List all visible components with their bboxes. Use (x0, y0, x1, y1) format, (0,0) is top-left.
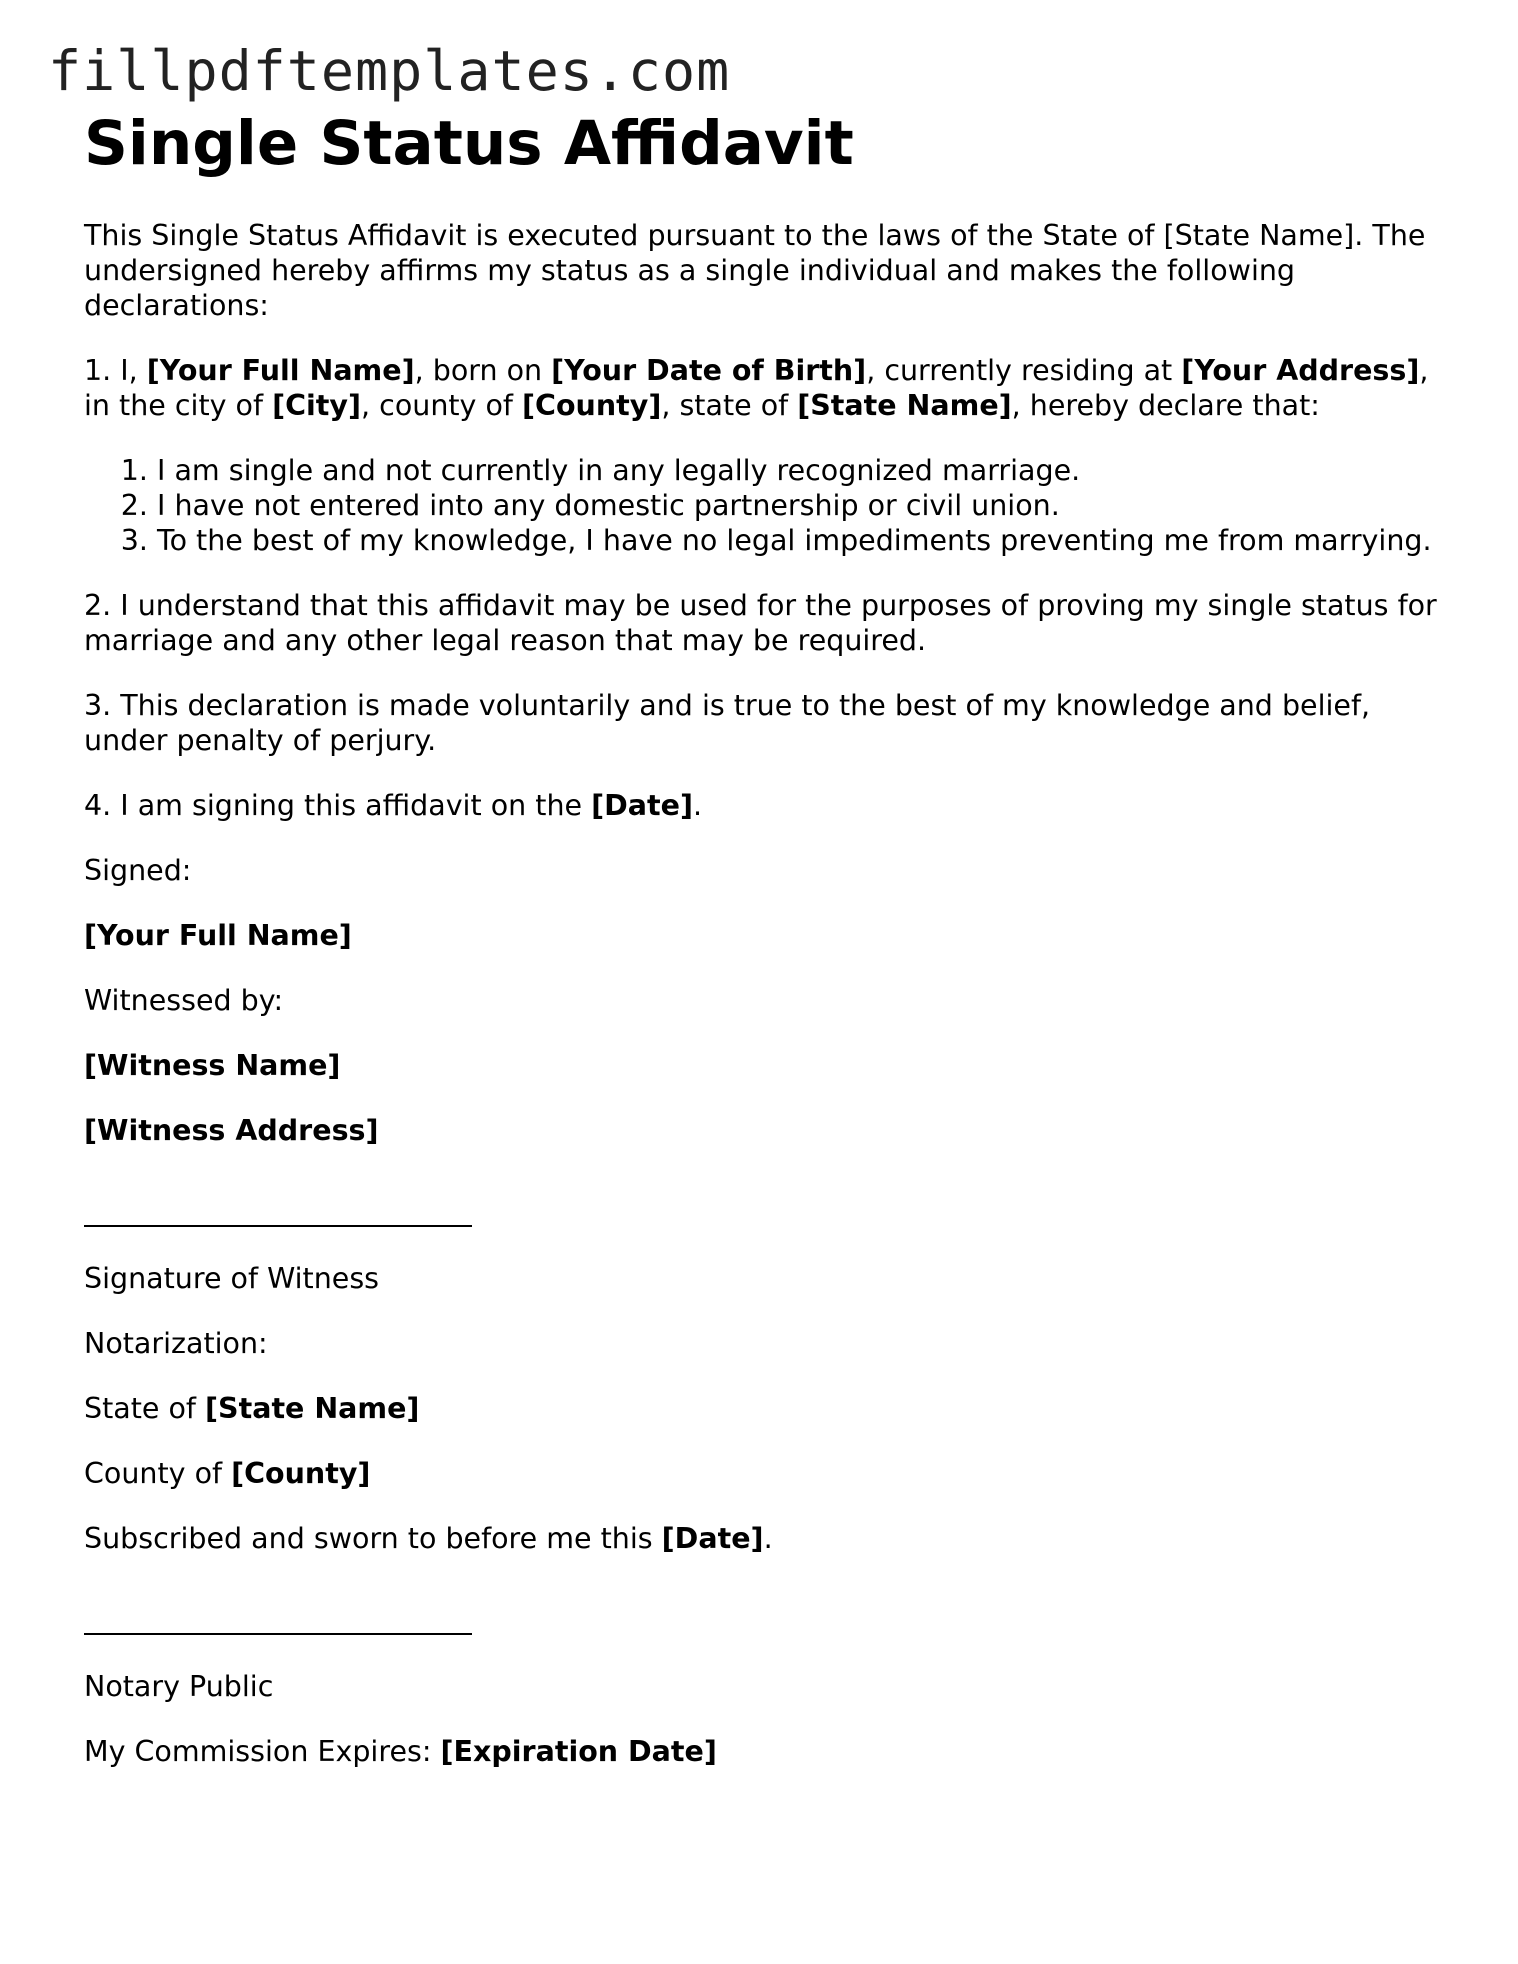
state-field: [State Name] (797, 389, 1012, 422)
document-title: Single Status Affidavit (84, 108, 854, 179)
declaration-3: 3. This declaration is made voluntarily and is true to the best of my knowledge and belief, under penalty of perjury. (84, 689, 1371, 757)
address-field: [Your Address] (1181, 354, 1420, 387)
decl1-county-of: , county of (361, 389, 523, 422)
full-name-field: [Your Full Name] (146, 354, 415, 387)
declaration-2: 2. I understand that this affidavit may be used for the purposes of proving my single status for marriage and any other legal reason that may be required. (84, 589, 1437, 657)
signer-name-field: [Your Full Name] (84, 919, 352, 952)
notary-county-prefix: County of (84, 1457, 232, 1490)
sworn-prefix: Subscribed and sworn to before me this (84, 1522, 662, 1555)
expiration-date-field: [Expiration Date] (440, 1735, 717, 1768)
signature-rule (84, 1225, 472, 1227)
witness-name-field: [Witness Name] (84, 1049, 341, 1082)
signed-label: Signed: (84, 854, 192, 887)
notary-public-label: Notary Public (84, 1670, 274, 1703)
notary-county (84, 1456, 1444, 1491)
notary-state-field: [State Name] (205, 1392, 420, 1425)
witnessed-label: Witnessed by: (84, 984, 284, 1017)
witness-name (84, 1048, 1444, 1083)
sworn-suffix: . (763, 1522, 773, 1555)
declaration-1 (84, 353, 1444, 423)
list-item: 2. I have not entered into any domestic partnership or civil union. (157, 488, 1444, 523)
decl1-residing: , currently residing at (866, 354, 1182, 387)
list-item: 3. To the best of my knowledge, I have no legal impediments preventing me from marrying. (157, 523, 1444, 558)
decl4-prefix: 4. I am signing this affidavit on the (84, 789, 592, 822)
witness-address-field: [Witness Address] (84, 1114, 379, 1147)
decl1-born-on: , born on (414, 354, 552, 387)
signer-name (84, 918, 1444, 953)
declaration-4 (84, 788, 1444, 823)
notarization-label: Notarization: (84, 1327, 268, 1360)
dob-field: [Your Date of Birth] (551, 354, 867, 387)
signature-rule (84, 1633, 472, 1635)
notary-state (84, 1391, 1444, 1426)
declaration-sub-list (84, 453, 1444, 558)
notary-state-prefix: State of (84, 1392, 206, 1425)
intro-paragraph: This Single Status Affidavit is executed pursuant to the laws of the State of [State Name]. The undersigned hereby affirms my status as a single individual and makes the following declarations: (84, 219, 1426, 322)
sworn-statement (84, 1521, 1444, 1556)
signing-date-field: [Date] (591, 789, 694, 822)
city-field: [City] (272, 389, 362, 422)
document-body (84, 108, 1444, 1769)
notary-signature-line (84, 1604, 1444, 1639)
commission-expires (84, 1734, 1444, 1769)
notary-county-field: [County] (231, 1457, 371, 1490)
sworn-date-field: [Date] (661, 1522, 764, 1555)
watermark: fillpdftemplates.com (48, 39, 731, 103)
decl1-suffix: , hereby declare that: (1011, 389, 1320, 422)
list-item: 1. I am single and not currently in any legally recognized marriage. (157, 453, 1444, 488)
decl1-prefix: 1. I, (84, 354, 147, 387)
decl4-suffix: . (693, 789, 703, 822)
witness-signature-line (84, 1196, 1444, 1231)
decl1-in-city: , in the city of (84, 354, 1429, 422)
witness-signature-label: Signature of Witness (84, 1262, 380, 1295)
decl1-state-of: , state of (661, 389, 798, 422)
witness-address (84, 1113, 1444, 1148)
commission-prefix: My Commission Expires: (84, 1735, 441, 1768)
county-field: [County] (522, 389, 662, 422)
